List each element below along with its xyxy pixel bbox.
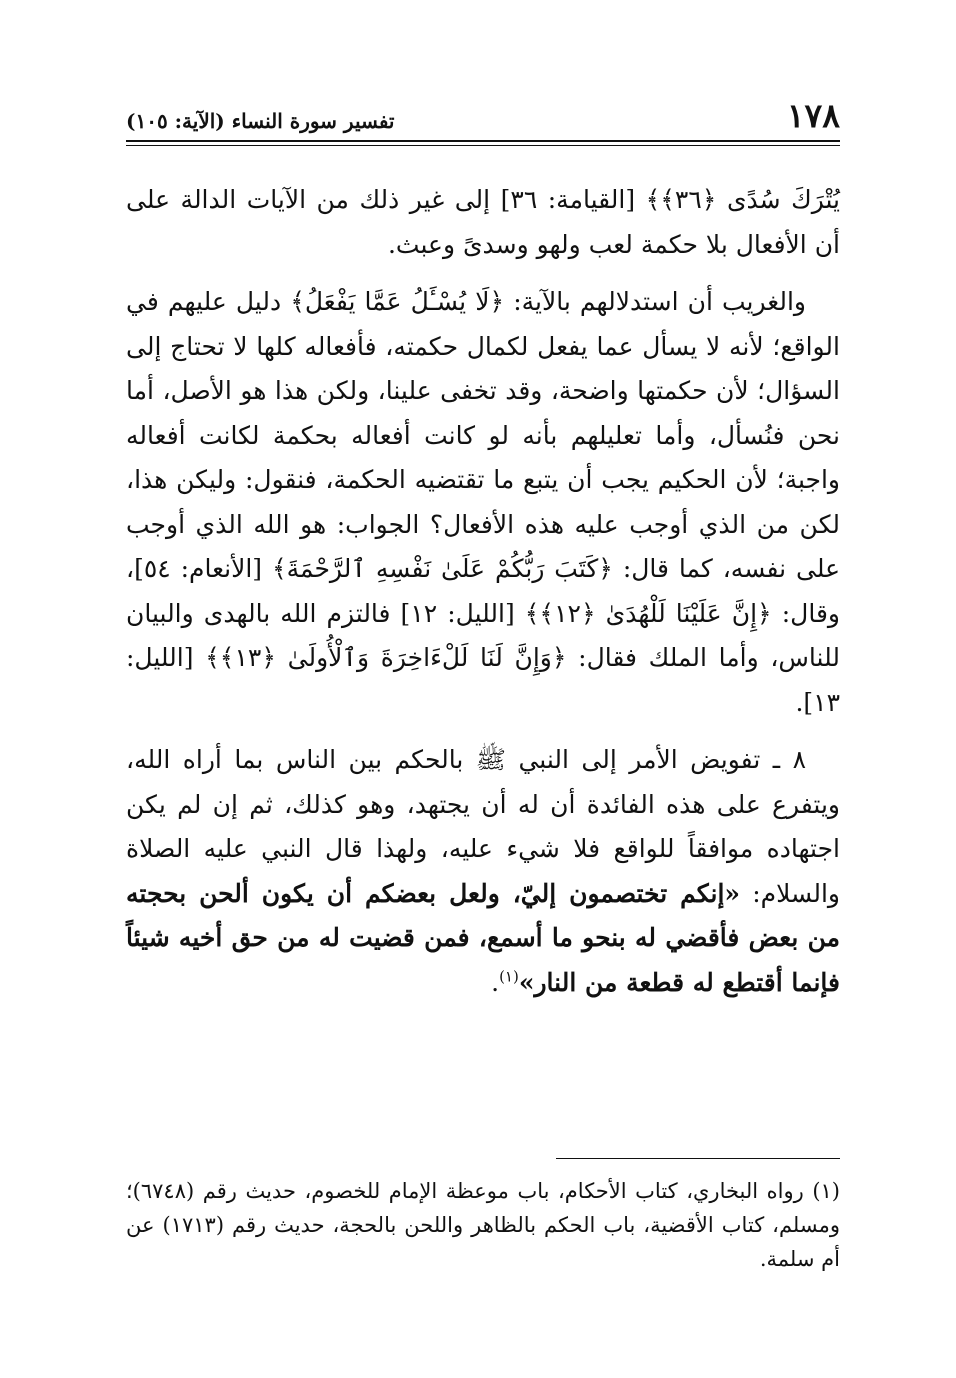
text-run: ٨ ـ تفويض الأمر إلى النبي ﷺ بالحكم بين الناس بما أراه الله، ويتفرع على هذه الفائدة أن له أن يجتهد، وهو كذلك، ثم إن لم يكن اجتهاده موافقاً للواقع فلا شيء عليه، ولهذا قال النبي عليه الصلاة والسلام: bbox=[126, 745, 840, 908]
book-page bbox=[126, 92, 840, 1322]
text-run: [القيامة: ٣٦] إلى غير ذلك من الآيات الدالة على أن الأفعال بلا حكمة لعب ولهو وسدىً وعبث. bbox=[126, 185, 840, 259]
running-title: تفسير سورة النساء (الآية: ١٠٥) bbox=[126, 109, 395, 133]
text-run: [الليل: ١٣]. bbox=[126, 643, 840, 717]
text-run: دليل عليهم في الواقع؛ لأنه لا يسأل عما يفعل لكمال حكمته، فأفعاله كلها لا تحتاج إلى السؤال؛ لأن حكمتها واضحة، وقد تخفى علينا، ولكن هذا هو الأصل، أما نحن فنُسأل، وأما تعليلهم بأنه لو كانت أفعاله بحكمة لكانت أفعاله واجبة؛ لأن الحكيم يجب أن يتبع ما تقتضيه الحكمة، فنقول: وليكن هذا، لكن من الذي أوجب عليه هذه الأفعال؟ الجواب: هو الله الذي أوجب على نفسه، كما قال: bbox=[126, 287, 841, 583]
body-text bbox=[126, 178, 840, 1018]
footnote: (١) رواه البخاري، كتاب الأحكام، باب موعظة الإمام للخصوم، حديث رقم (٦٧٤٨)؛ ومسلم، كتاب الأقضية، باب الحكم بالظاهر واللحن بالحجة، حديث رقم (١٧١٣) عن أم سلمة. bbox=[126, 1179, 841, 1271]
footnote-separator bbox=[556, 1158, 840, 1159]
header-rule-thin bbox=[126, 145, 840, 146]
page-header bbox=[126, 92, 840, 144]
quran-verse: ﴿وَإِنَّ لَنَا لَلْءَاخِرَةَ وَٱلْأُولَىٰ ﴿١٣﴾﴾ bbox=[205, 643, 567, 672]
quran-verse: يُتْرَكَ سُدًى ﴿٣٦﴾﴾ bbox=[645, 185, 840, 214]
quran-verse: ﴿كَتَبَ رَبُّكُمْ عَلَىٰ نَفْسِهِ ٱلرَّحْمَةَ﴾ bbox=[271, 554, 613, 583]
body-paragraph bbox=[126, 738, 840, 1005]
quran-verse: ﴿لَا يُسْـَٔلُ عَمَّا يَفْعَلُ﴾ bbox=[290, 287, 505, 316]
text-run: [الليل: ١٢] فالتزم الله بالهدى والبيان للناس، وأما الملك فقال: bbox=[126, 598, 840, 672]
text-run: والغريب أن استدلالهم بالآية: bbox=[504, 287, 806, 316]
hadith-quote: «إنكم تختصمون إليّ، ولعل بعضكم أن يكون ألحن بحجته من بعض فأقضي له بنحو ما أسمع، فمن قضيت له من حق أخيه شيئاً فإنما أقتطع له قطعة من النار» bbox=[126, 878, 840, 997]
header-rule-thick bbox=[126, 140, 840, 142]
footnotes bbox=[126, 1174, 840, 1276]
text-run: . bbox=[491, 967, 500, 997]
body-paragraph bbox=[126, 280, 840, 725]
footnote-reference: (١) bbox=[499, 967, 519, 986]
quran-verse: ﴿إِنَّ عَلَيْنَا لَلْهُدَىٰ ﴿١٢﴾﴾ bbox=[524, 598, 772, 628]
page-number: ١٧٨ bbox=[786, 96, 840, 135]
text-run: [الأنعام: ٥٤]، وقال: bbox=[126, 554, 840, 628]
body-paragraph bbox=[126, 178, 840, 267]
